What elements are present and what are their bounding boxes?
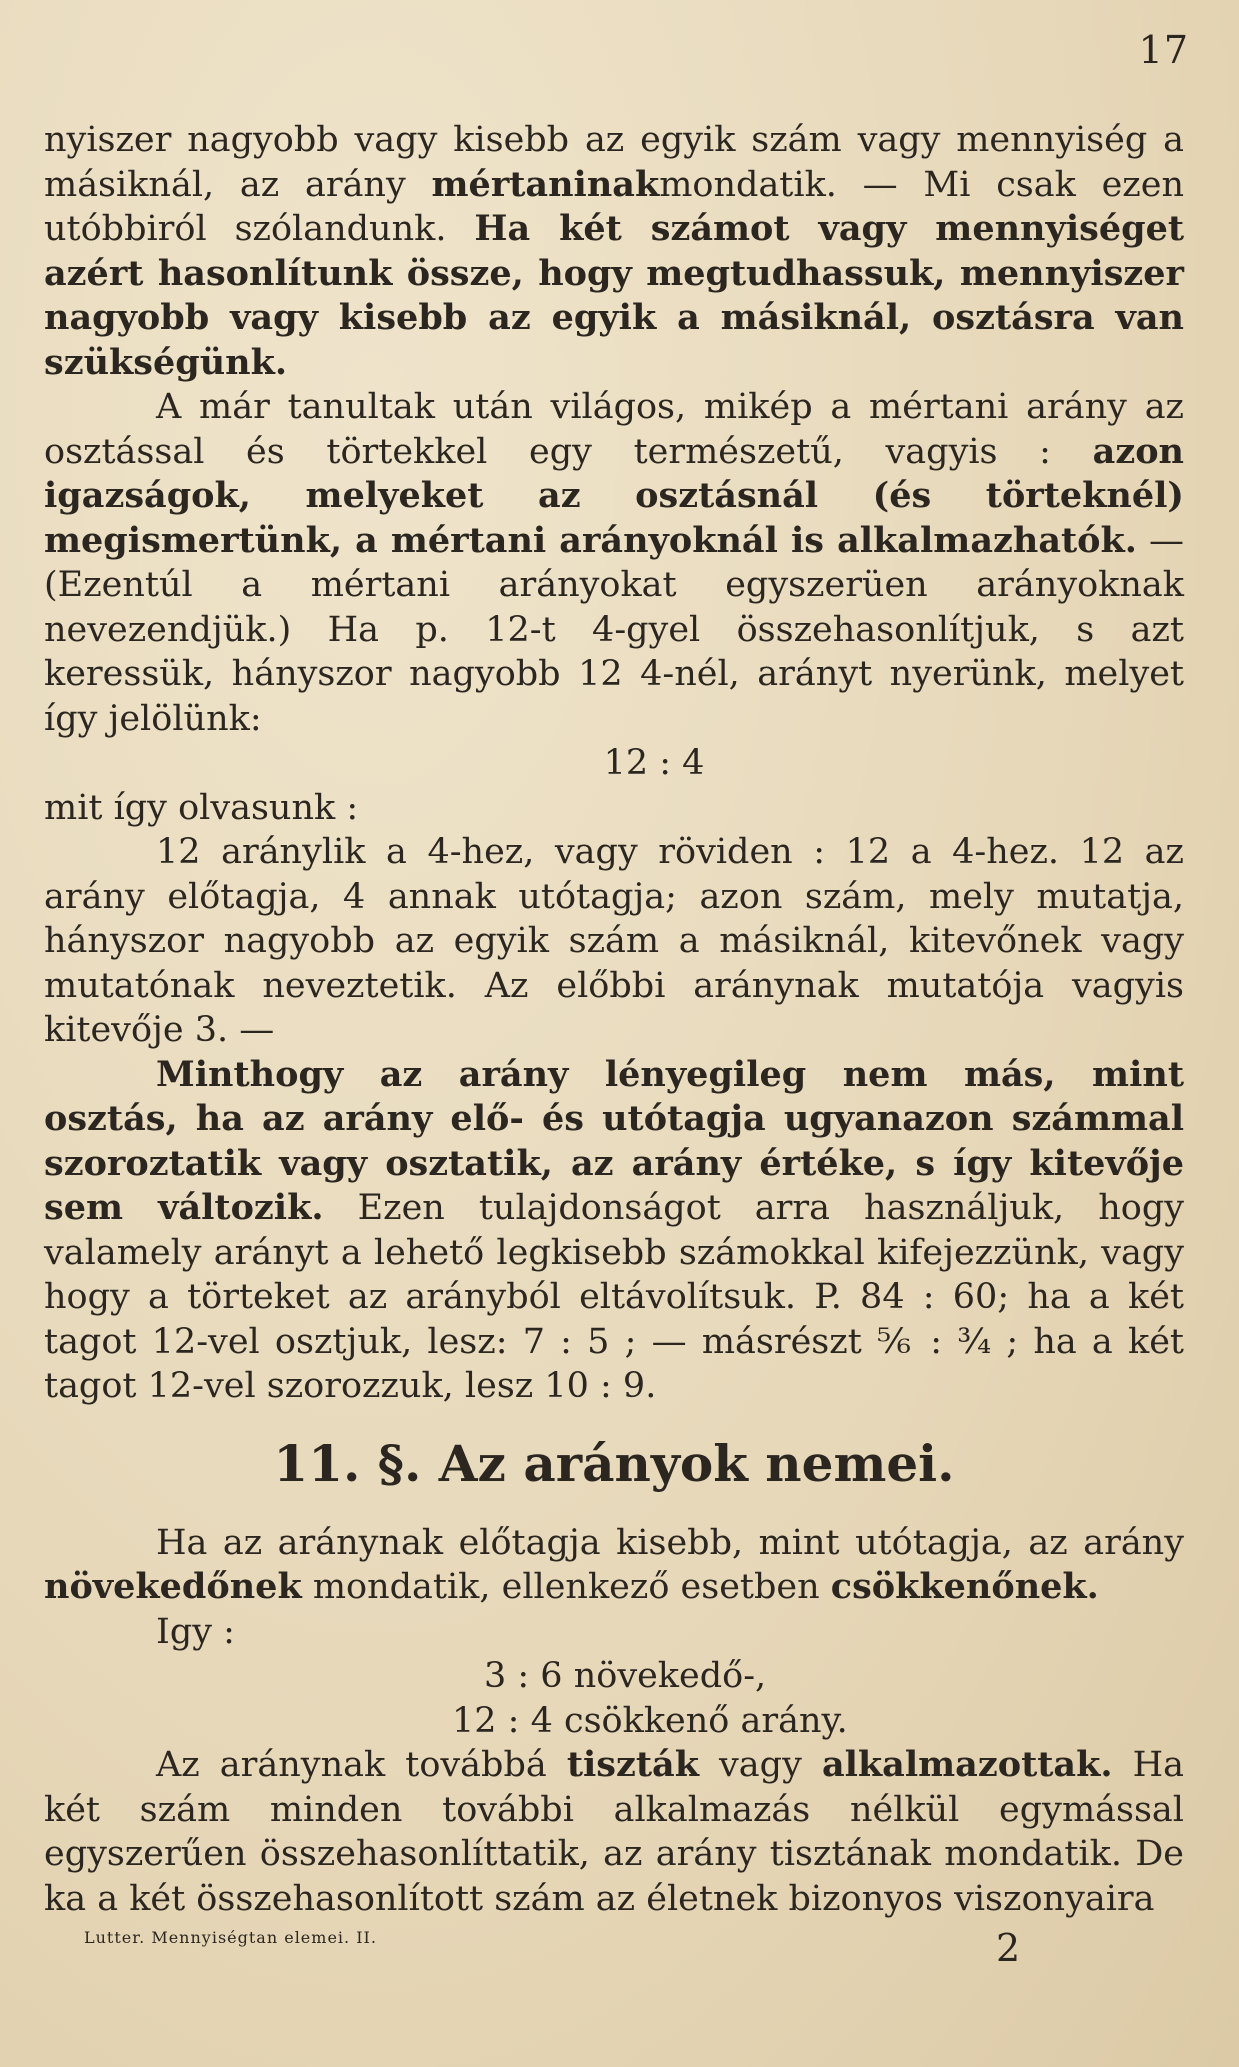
paragraph-4-bold-statement: Minthogy az arány lényegileg nem más, mint osztás, ha az arány elő- és utótagja ugyanazon számmal szoroztatik vagy osztatik, az arány értéke, s így kitevője sem változik.: [44, 1053, 1184, 1228]
section-paragraph-3-text-3: Ha két szám minden további alkalmazás nélkül egymással egyszerűen összehasonlíttatik, az arány tisztának mondatik. De ka a két összehasonlított szám az életnek bizonyos viszonyaira: [44, 1745, 1184, 1919]
paragraph-1-bold-term: mértaninak: [431, 163, 660, 205]
paragraph-3: 12 aránylik a 4-hez, vagy röviden : 12 a 4-hez. 12 az arány előtagja, 4 annak utótagja; azon szám, mely mutatja, hányszor nagyobb az egyik szám a másiknál, kitevőnek vagy mutatónak neveztetik. Az előbbi aránynak mutatója vagyis kitevője 3. —: [44, 832, 1184, 1050]
section-paragraph-1-text: Ha az aránynak előtagja kisebb, mint utótagja, az arány: [156, 1522, 1184, 1563]
section-title: 11. §. Az arányok nemei.: [273, 1433, 955, 1493]
ratio-example: 12 : 4: [603, 743, 705, 783]
paragraph-reading: mit így olvasunk :: [44, 787, 359, 828]
section-paragraph-igy: Igy :: [156, 1611, 235, 1652]
footer-book-title: Lutter. Mennyiségtan elemei. II.: [84, 1928, 377, 1947]
paragraph-4: [44, 1053, 1184, 1409]
term-alkalmazott: alkalmazottak.: [821, 1744, 1113, 1785]
term-novekedo: növekedőnek: [44, 1566, 302, 1607]
paragraph-2-text: A már tanultak után világos, mikép a mértani arány az osztással és törtekkel egy természetű, vagyis :: [44, 387, 1184, 472]
footer-signature-mark: 2: [996, 1926, 1021, 1970]
section-paragraph-1: [44, 1521, 1184, 1610]
section-paragraph-1-text-2: mondatik, ellenkező esetben: [301, 1567, 831, 1607]
paragraph-2: [44, 385, 1184, 741]
section-paragraph-3-text: Az aránynak továbbá: [156, 1745, 567, 1785]
example-growing: 3 : 6 növekedő-,: [484, 1656, 767, 1696]
example-shrinking: 12 : 4 csökkenő arány.: [452, 1700, 848, 1741]
paragraph-1-bold-statement: Ha két számot vagy mennyiséget azért hasonlítunk össze, hogy megtudhassuk, mennyiszer nagyobb vagy kisebb az egyik a másiknál, osztásra van szükségünk.: [44, 208, 1185, 383]
paragraph-2-bold-statement: azon igazságok, melyeket az osztásnál (és törteknél) megismertünk, a mértani arányoknál is alkalmazhatók.: [44, 430, 1184, 561]
paragraph-1-text: nyiszer nagyobb vagy kisebb az egyik szám vagy mennyiség a másiknál, az arány: [44, 120, 1184, 205]
term-csokkeno: csökkenőnek.: [830, 1566, 1099, 1607]
section-paragraph-3-text-2: vagy: [698, 1745, 822, 1785]
page-number: 17: [1138, 28, 1189, 72]
paragraph-1-text-2: mondatik. — Mi csak ezen utóbbiról szólandunk.: [44, 164, 1185, 249]
paragraph-1: [44, 118, 1184, 385]
paragraph-2-text-2: — (Ezentúl a mértani arányokat egyszerüen arányoknak nevezendjük.) Ha p. 12-t 4-gyel összehasonlítjuk, s azt keressük, hányszor nagyobb 12 4-nél, arányt nyerünk, melyet így jelölünk:: [44, 520, 1184, 739]
section-paragraph-3: [44, 1743, 1184, 1921]
term-tiszta: tiszták: [566, 1744, 699, 1785]
paragraph-4-text: Ezen tulajdonságot arra használjuk, hogy valamely arányt a lehető legkisebb számokkal kifejezzünk, vagy hogy a törteket az arányból eltávolítsuk. P. 84 : 60; ha a két tagot 12-vel osztjuk, lesz: 7 : 5 ; — másrészt ⅚ : ¾ ; ha a két tagot 12-vel szorozzuk, lesz 10 : 9.: [44, 1188, 1185, 1406]
main-text: [44, 118, 1184, 1921]
